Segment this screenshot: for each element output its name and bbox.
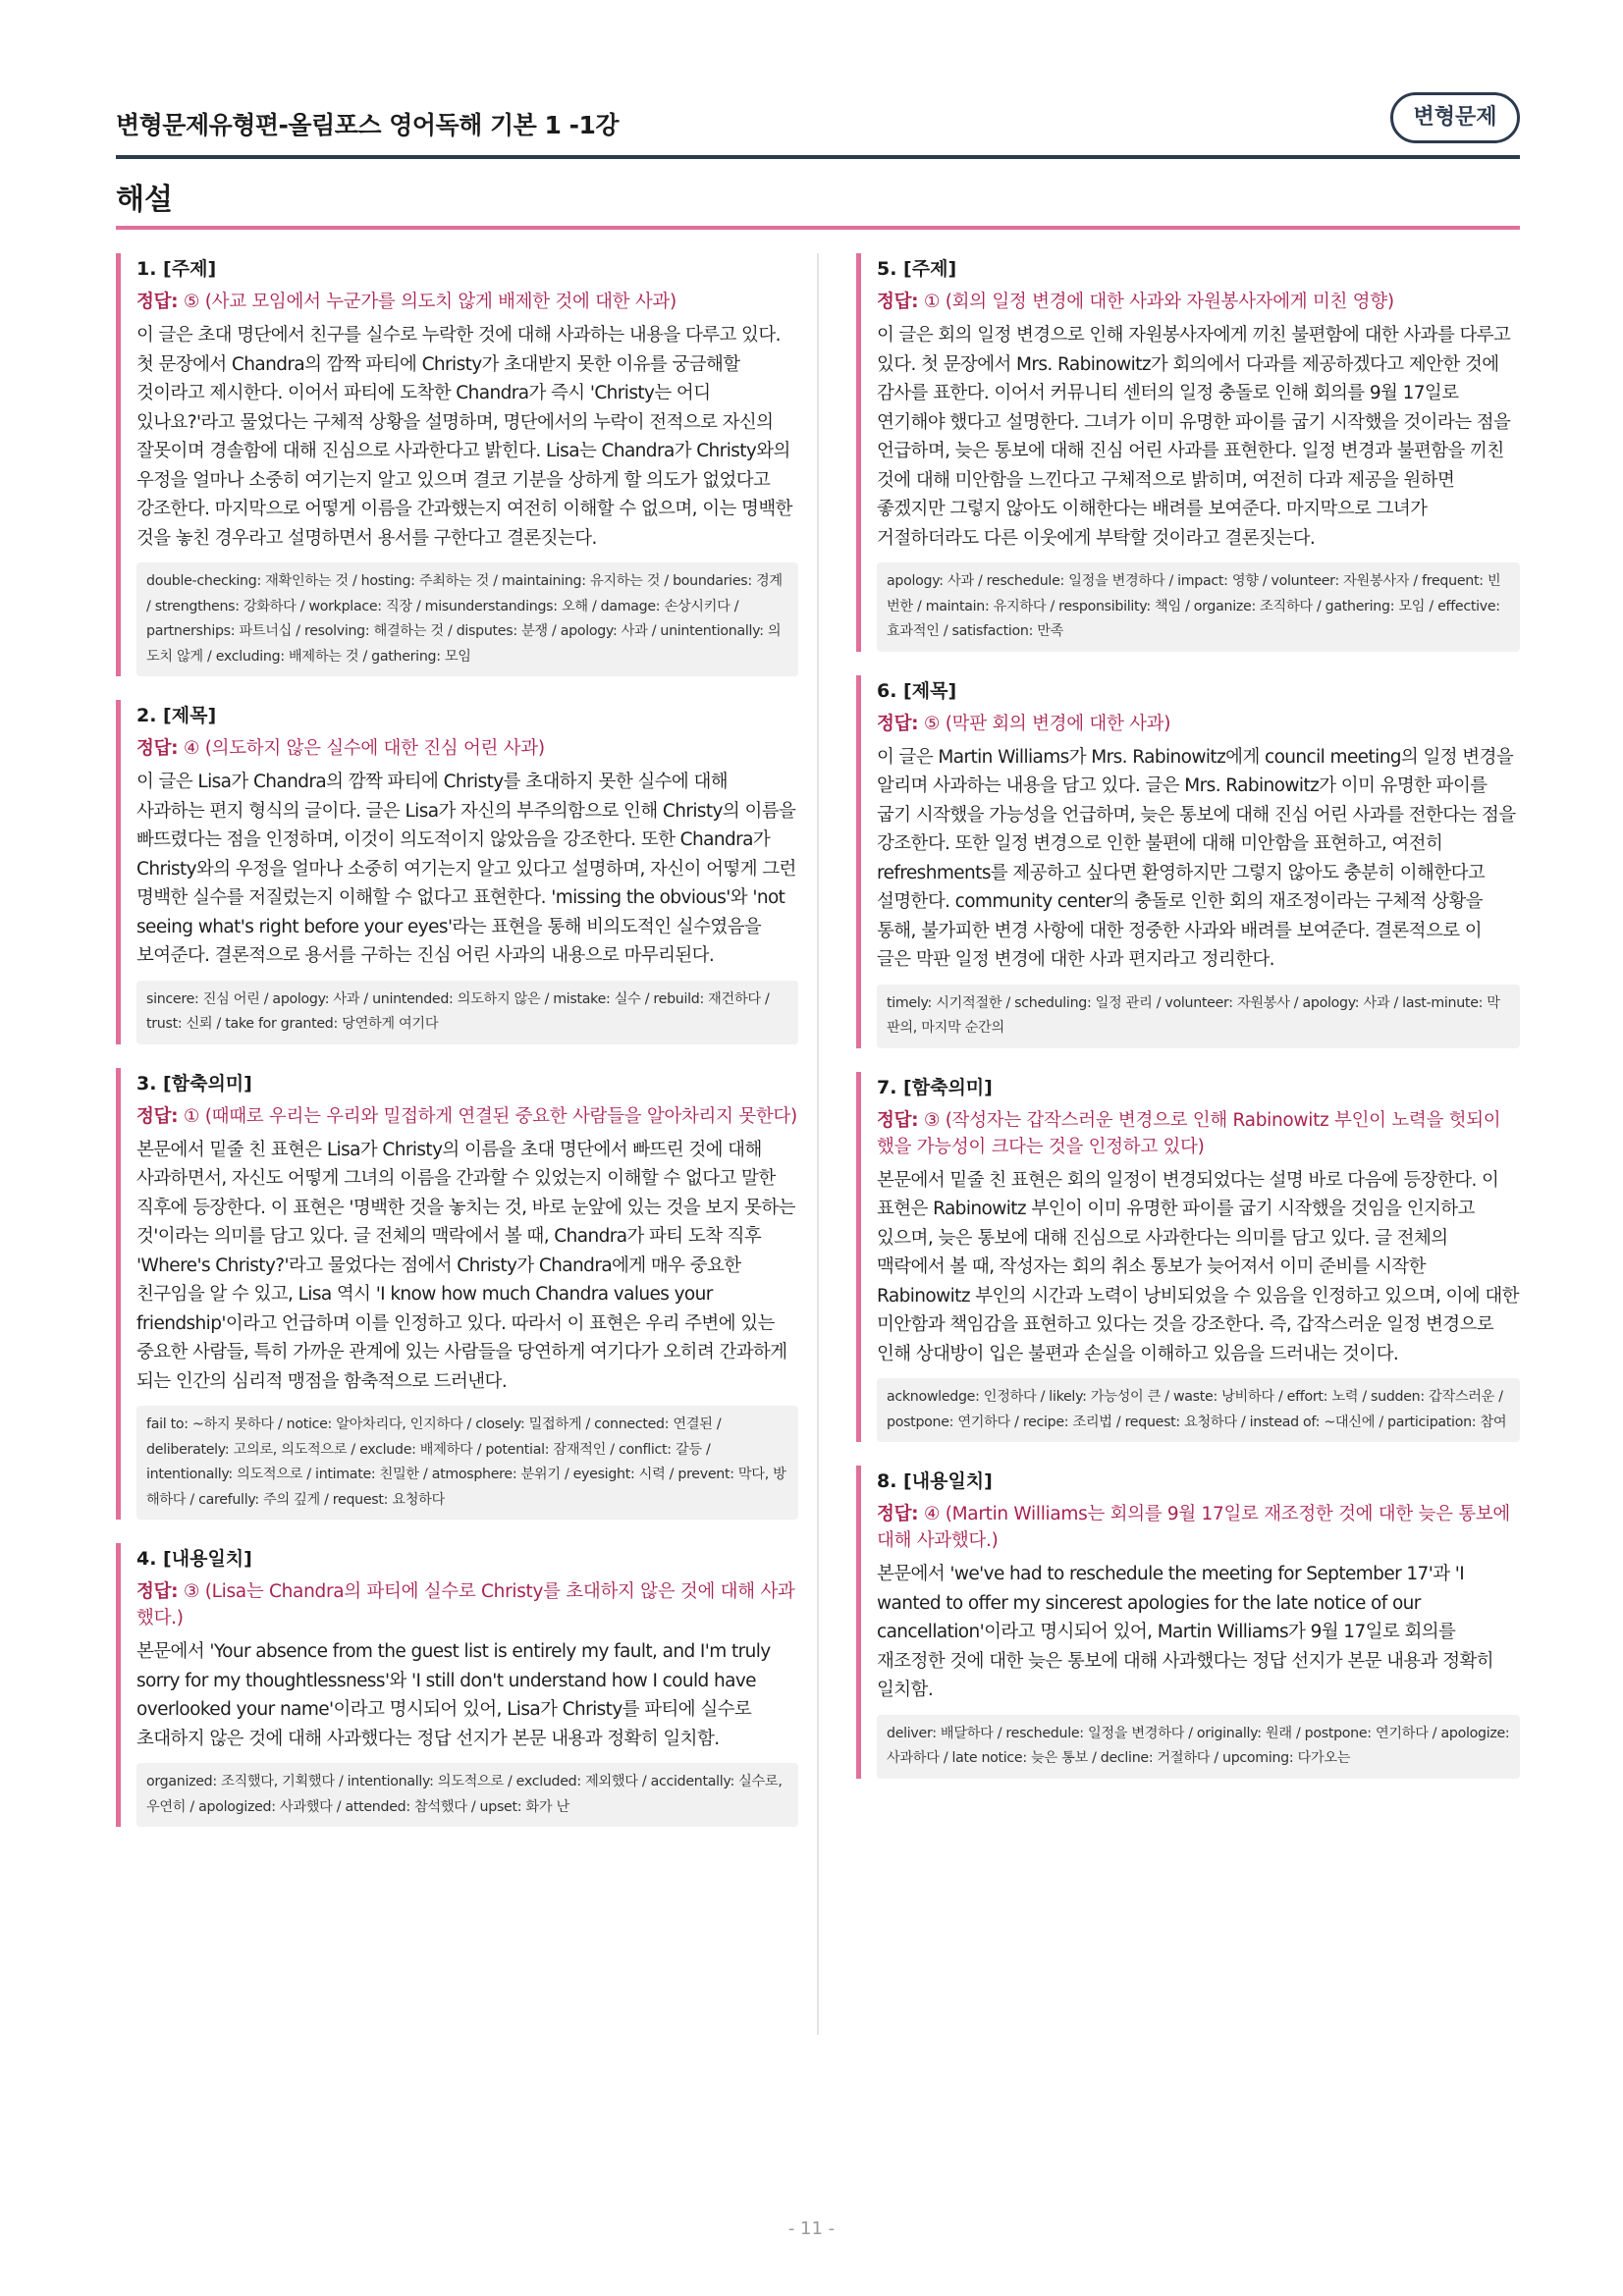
answer-text: ③ (작성자는 갑작스러운 변경으로 인해 Rabinowitz 부인이 노력을 헛되이 했을 가능성이 크다는 것을 인정하고 있다) [877, 1109, 1501, 1157]
question-heading: 5. [주제] [877, 258, 957, 280]
question-block-1 [116, 253, 798, 676]
explanation-text: 본문에서 'we've had to reschedule the meeting for September 17'과 'I wanted to offer my sincerest apologies for the late notice of our cancellation'이라고 명시되어 있어, Martin Williams가 9월 17일로 회의를 재조정한 것에 대한 늦은 통보에 대해 사과했다는 정답 선지가 본문 내용과 정확히 일치함. [877, 1564, 1494, 1700]
answer-label: 정답: [877, 1109, 919, 1131]
answer-text: ① (때때로 우리는 우리와 밀접하게 연결된 중요한 사람들을 알아차리지 못한다) [183, 1105, 797, 1127]
document-title: 변형문제유형편-올림포스 영어독해 기본 1 -1강 [116, 111, 620, 139]
vocabulary-box: timely: 시기적절한 / scheduling: 일정 관리 / volunteer: 자원봉사 / apology: 사과 / last-minute: 막판의, 마지막 순간의 [877, 985, 1520, 1048]
answer-text: ⑤ (막판 회의 변경에 대한 사과) [923, 713, 1171, 734]
answer-line [877, 711, 1520, 737]
page-header [116, 92, 1520, 159]
question-block-8 [856, 1466, 1520, 1779]
answer-text: ① (회의 일정 변경에 대한 사과와 자원봉사자에게 미친 영향) [923, 292, 1394, 312]
question-block-2 [116, 700, 798, 1044]
category-badge: 변형문제 [1390, 92, 1520, 143]
answer-label: 정답: [136, 738, 179, 759]
question-heading: 1. [주제] [136, 258, 217, 280]
vocabulary-box: fail to: ~하지 못하다 / notice: 알아차리다, 인지하다 / closely: 밀접하게 / connected: 연결된 / deliberately: 고의로, 의도적으로 / exclude: 배제하다 / potential: 잠재적인 / conflict: 갈등 / intentionally: 의도적으로 / intimate: 친밀한 / atmosphere: 분위기 / eyesight: 시력 / prevent: 막다, 방해하다 / carefully: 주의 깊게 / request: 요청하다 [136, 1406, 798, 1520]
answer-label: 정답: [877, 1504, 919, 1524]
answer-label: 정답: [136, 1105, 179, 1127]
answer-text: ④ (의도하지 않은 실수에 대한 진심 어린 사과) [183, 738, 545, 759]
vocabulary-box: organized: 조직했다, 기획했다 / intentionally: 의도적으로 / excluded: 제외했다 / accidentally: 실수로, 우연히 / apologized: 사과했다 / attended: 참석했다 / upset: 화가 난 [136, 1763, 798, 1827]
explanation-text: 이 글은 Lisa가 Chandra의 깜짝 파티에 Christy를 초대하지 못한 실수에 대해 사과하는 편지 형식의 글이다. 글은 Lisa가 자신의 부주의함으로 인해 Christy의 이름을 빠뜨렸다는 점을 인정하며, 이것이 의도적이지 않았음을 강조한다. 또한 Chandra가 Christy와의 우정을 얼마나 소중히 여기는지 알고 있다고 설명하며, 자신이 어떻게 그런 명백한 실수를 저질렀는지 이해할 수 없다고 표현한다. 'missing the obvious'와 'not seeing what's right before your eyes'라는 표현을 통해 비의도적인 실수였음을 보여준다. 결론적으로 용서를 구하는 진심 어린 사과의 내용으로 마무리된다. [136, 772, 796, 966]
answer-line [136, 289, 798, 315]
vocabulary-box: acknowledge: 인정하다 / likely: 가능성이 큰 / waste: 낭비하다 / effort: 노력 / sudden: 갑작스러운 / postpone: 연기하다 / recipe: 조리법 / request: 요청하다 / instead of: ~대신에 / participation: 참여 [877, 1378, 1520, 1442]
right-column [856, 253, 1520, 1802]
answer-label: 정답: [877, 713, 919, 734]
answer-line [136, 1103, 798, 1130]
question-heading: 3. [함축의미] [136, 1072, 252, 1095]
question-block-7 [856, 1072, 1520, 1443]
explanation-text: 이 글은 Martin Williams가 Mrs. Rabinowitz에게 council meeting의 일정 변경을 알리며 사과하는 내용을 담고 있다. 글은 Mrs. Rabinowitz가 이미 유명한 파이를 굽기 시작했을 가능성을 언급하며, 늦은 통보에 대해 진심 어린 사과를 전한다는 점을 강조한다. 또한 일정 변경으로 인한 불편에 대해 미안함을 표현하고, 여전히 refreshments를 제공하고 싶다면 환영하지만 그렇지 않아도 충분히 이해한다고 설명한다. community center의 충돌로 인한 회의 재조정이라는 구체적 상황을 통해, 불가피한 변경 사항에 대한 정중한 사과와 배려를 보여준다. 결론적으로 이 글은 막판 일정 변경에 대한 사과 편지라고 정리한다. [877, 746, 1516, 970]
answer-line [136, 735, 798, 762]
vocabulary-box: deliver: 배달하다 / reschedule: 일정을 변경하다 / originally: 원래 / postpone: 연기하다 / apologize: 사과하다 / late notice: 늦은 통보 / decline: 거절하다 / upcoming: 다가오는 [877, 1715, 1520, 1779]
question-block-3 [116, 1068, 798, 1521]
question-block-6 [856, 675, 1520, 1048]
section-divider [116, 226, 1520, 230]
answer-label: 정답: [136, 1581, 179, 1602]
answer-label: 정답: [877, 292, 919, 312]
page-number: - 11 - [787, 2218, 836, 2239]
answer-text: ③ (Lisa는 Chandra의 파티에 실수로 Christy를 초대하지 않은 것에 대해 사과했다.) [136, 1581, 795, 1629]
question-block-5 [856, 253, 1520, 652]
explanation-text: 이 글은 초대 명단에서 친구를 실수로 누락한 것에 대해 사과하는 내용을 다루고 있다. 첫 문장에서 Chandra의 깜짝 파티에 Christy가 초대받지 못한 이유를 궁금해할 것이라고 제시한다. 이어서 파티에 도착한 Chandra가 즉시 'Christy는 어디 있나요?'라고 물었다는 구체적 상황을 설명하며, 명단에서의 누락이 전적으로 자신의 잘못이며 경솔함에 대해 진심으로 사과한다고 밝힌다. Lisa는 Chandra가 Christy와의 우정을 얼마나 소중히 여기는지 알고 있으며 결코 기분을 상하게 할 의도가 없었다고 강조한다. 마지막으로 어떻게 이름을 간과했는지 여전히 이해할 수 없으며, 이는 명백한 것을 놓친 경우라고 설명하면서 용서를 구한다고 결론짓는다. [136, 325, 792, 549]
answer-text: ⑤ (사교 모임에서 누군가를 의도치 않게 배제한 것에 대한 사과) [183, 292, 676, 312]
explanation-text: 본문에서 밑줄 친 표현은 회의 일정이 변경되었다는 설명 바로 다음에 등장한다. 이 표현은 Rabinowitz 부인이 이미 유명한 파이를 굽기 시작했을 것임을 인지하고 있으며, 늦은 통보에 대해 진심으로 사과한다는 의미를 담고 있다. 글 전체의 맥락에서 볼 때, 작성자는 회의 취소 통보가 늦어져서 이미 준비를 시작한 Rabinowitz 부인의 시간과 노력이 낭비되었을 수 있음을 인정하고 있으며, 이에 대한 미안함과 책임감을 표현하고 있다는 것을 강조한다. 즉, 갑작스러운 일정 변경으로 인해 상대방이 입은 불편과 손실을 이해하고 있음을 드러내는 것이다. [877, 1169, 1519, 1364]
vocabulary-box: sincere: 진심 어린 / apology: 사과 / unintended: 의도하지 않은 / mistake: 실수 / rebuild: 재건하다 / trust: 신뢰 / take for granted: 당연하게 여기다 [136, 981, 798, 1044]
question-block-4 [116, 1543, 798, 1827]
answer-label: 정답: [136, 292, 179, 312]
explanation-text: 본문에서 'Your absence from the guest list is entirely my fault, and I'm truly sorry for my thoughtlessness'와 'I still don't understand how I could have overlooked your name'이라고 명시되어 있어, Lisa가 Christy를 파티에 실수로 초대하지 않은 것에 대해 사과했다는 정답 선지가 본문 내용과 정확히 일치함. [136, 1641, 771, 1749]
vocabulary-box: apology: 사과 / reschedule: 일정을 변경하다 / impact: 영향 / volunteer: 자원봉사자 / frequent: 빈번한 / maintain: 유지하다 / responsibility: 책임 / organize: 조직하다 / gathering: 모임 / effective: 효과적인 / satisfaction: 만족 [877, 562, 1520, 652]
answer-line [136, 1578, 798, 1631]
answer-line [877, 1501, 1520, 1554]
answer-text: ④ (Martin Williams는 회의를 9월 17일로 재조정한 것에 대한 늦은 통보에 대해 사과했다.) [877, 1504, 1510, 1551]
question-heading: 7. [함축의미] [877, 1076, 993, 1098]
question-heading: 6. [제목] [877, 679, 957, 702]
left-column [116, 253, 798, 1850]
column-divider [817, 253, 819, 2035]
explanation-text: 이 글은 회의 일정 변경으로 인해 자원봉사자에게 끼친 불편함에 대한 사과를 다루고 있다. 첫 문장에서 Mrs. Rabinowitz가 회의에서 다과를 제공하겠다고 제안한 것에 감사를 표한다. 이어서 커뮤니티 센터의 일정 충돌로 인해 회의를 9월 17일로 연기해야 했다고 설명한다. 그녀가 이미 유명한 파이를 굽기 시작했을 것이라는 점을 언급하며, 늦은 통보에 대해 진심 어린 사과를 표현한다. 일정 변경과 불편함을 끼친 것에 대해 미안함을 느낀다고 구체적으로 밝히며, 여전히 다과 제공을 원하면 좋겠지만 그렇지 않아도 이해한다는 배려를 보여준다. 마지막으로 그녀가 거절하더라도 다른 이웃에게 부탁할 것이라고 결론짓는다. [877, 325, 1511, 549]
answer-line [877, 289, 1520, 315]
explanation-text: 본문에서 밑줄 친 표현은 Lisa가 Christy의 이름을 초대 명단에서 빠뜨린 것에 대해 사과하면서, 자신도 어떻게 그녀의 이름을 간과할 수 있었는지 이해할 수 없다고 말한 직후에 등장한다. 이 표현은 '명백한 것을 놓치는 것, 바로 눈앞에 있는 것을 보지 못하는 것'이라는 의미를 담고 있다. 글 전체의 맥락에서 볼 때, Chandra가 파티 도착 직후 'Where's Christy?'라고 물었다는 점에서 Christy가 Chandra에게 매우 중요한 친구임을 알 수 있고, Lisa 역시 'I know how much Chandra values your friendship'이라고 언급하며 이를 인정하고 있다. 따라서 이 표현은 우리 주변에 있는 중요한 사람들, 특히 가까운 관계에 있는 사람들을 당연하게 여기다가 오히려 간과하게 되는 인간의 심리적 맹점을 함축적으로 드러낸다. [136, 1139, 795, 1392]
question-heading: 2. [제목] [136, 705, 217, 726]
question-heading: 4. [내용일치] [136, 1548, 252, 1570]
question-heading: 8. [내용일치] [877, 1470, 993, 1492]
vocabulary-box: double-checking: 재확인하는 것 / hosting: 주최하는 것 / maintaining: 유지하는 것 / boundaries: 경계 / strengthens: 강화하다 / workplace: 직장 / misunderstandings: 오해 / damage: 손상시키다 / partnerships: 파트너십 / resolving: 해결하는 것 / disputes: 분쟁 / apology: 사과 / unintentionally: 의도치 않게 / excluding: 배제하는 것 / gathering: 모임 [136, 562, 798, 676]
answer-line [877, 1107, 1520, 1160]
section-title: 해설 [116, 183, 173, 217]
